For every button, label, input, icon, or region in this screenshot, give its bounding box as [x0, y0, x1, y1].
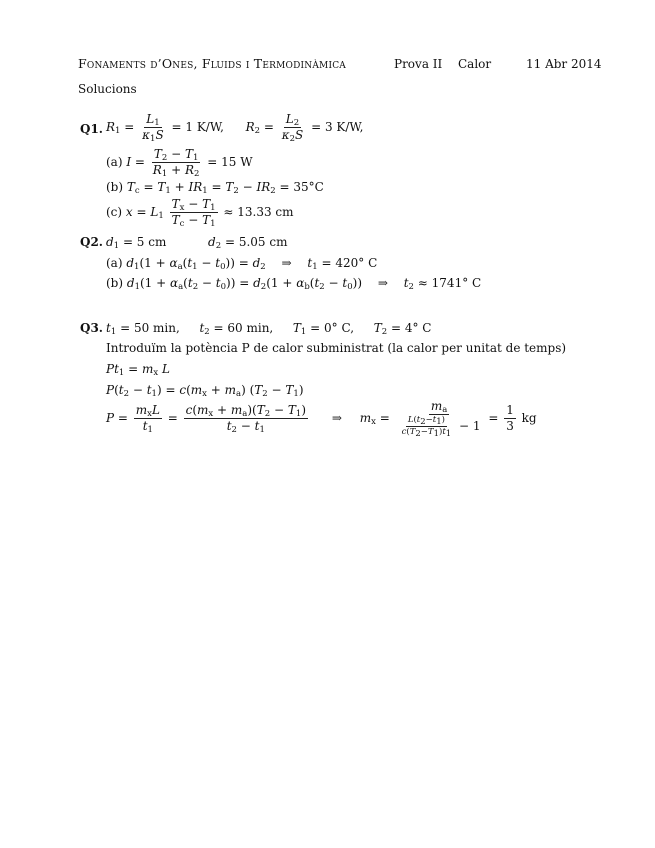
q3-T2: = 4° C — [390, 321, 432, 335]
q1-label: Q1. — [80, 122, 103, 136]
q3-eq3: P = $\frac{m_xL}{t_1}$ = $\frac{c(m_x + m_a)(T_2 - T_1)}{t_2 - t_1}$ ⇒ $m_x$ = $m_a$ $\frac{L(t_2-t_1)}{c(T_2-T_1)t_1}$ − 1 = $\frac{1}{3}$ kg — [106, 399, 537, 439]
exam-name: Prova II — [394, 57, 443, 71]
d1-value: = 5 cm — [122, 235, 167, 249]
q3-t2: = 60 min, — [213, 321, 274, 335]
exam-topic: Calor — [458, 57, 492, 71]
q1-a-label: (a) — [106, 155, 123, 169]
q1-part-a: (a) I = $\frac{T_2 - T_1}{R_1 + R_2}$ = 15 W — [106, 147, 253, 179]
q1-resistances: $R_1$ = $\frac{L_1}{\kappa_1S}$ = 1 K/W, $R_2$ = $\frac{L_2}{\kappa_2S}$ = 3 K/W, — [106, 112, 364, 144]
q3-T1: = 0° C, — [310, 321, 355, 335]
q3-t1: = 50 min, — [120, 321, 180, 335]
q1-c-label: (c) — [106, 205, 123, 219]
q3-eq1: $Pt_1 = m_x$ L — [106, 362, 170, 378]
q1-a-result: = 15 W — [207, 155, 253, 169]
q2-a-label: (a) — [106, 256, 123, 270]
q3-label: Q3. — [80, 321, 103, 335]
q2-label: Q2. — [80, 235, 103, 249]
q3-givens: $t_1 = 50$ min, $t_2 = 60$ min, $T_1 = 0^\circ$ C, $T_2 = 4^\circ$ C — [106, 321, 432, 337]
q2-lengths: $d_1 = 5$ cm $d_2 = 5.05$ cm — [106, 235, 288, 251]
exam-date: 11 Abr 2014 — [526, 57, 602, 71]
q2-b-result: ≈ 1741° C — [417, 276, 482, 290]
q1-part-b: (b) $T_c = T_1 + IR_1 = T_2 - IR_2 = 35^\circ C$ — [106, 180, 324, 196]
solutions-label: Solucions — [78, 82, 137, 96]
q2-a-result: = 420° C — [321, 256, 378, 270]
q3-intro: Introduïm la potència P de calor subministrat (la calor per unitat de temps) — [106, 341, 567, 355]
r2-value: = 3 K/W, — [311, 120, 364, 134]
q2-part-b: (b) $d_1(1 + \alpha_a(t_2 - t_0)) = d_2(1 + \alpha_b(t_2 - t_0))$ ⇒ $t_2 \approx 1741^\circ$ C — [106, 276, 482, 292]
r1-value: = 1 K/W, — [171, 120, 224, 134]
q3-eq2: $P(t_2 - t_1) = c(m_x + m_a) (T_2 - T_1)$ — [106, 383, 304, 399]
q1-part-c: (c) $x = L_1$ $\frac{T_x - T_1}{T_c - T_1}$ ≈ 13.33 cm — [106, 197, 294, 229]
q1-b-label: (b) — [106, 180, 124, 194]
q2-b-label: (b) — [106, 276, 124, 290]
q1-c-result: ≈ 13.33 cm — [223, 205, 294, 219]
course-title: Fonaments d’Ones, Fluids i Termodinàmica — [78, 56, 346, 71]
d2-value: = 5.05 cm — [224, 235, 288, 249]
q1-b-result: = 35°C — [279, 180, 324, 194]
q3-result-unit: kg — [521, 411, 537, 425]
q2-part-a: (a) $d_1(1 + \alpha_a(t_1 - t_0)) = d_2$ ⇒ $t_1 = 420^\circ$ C — [106, 256, 378, 272]
